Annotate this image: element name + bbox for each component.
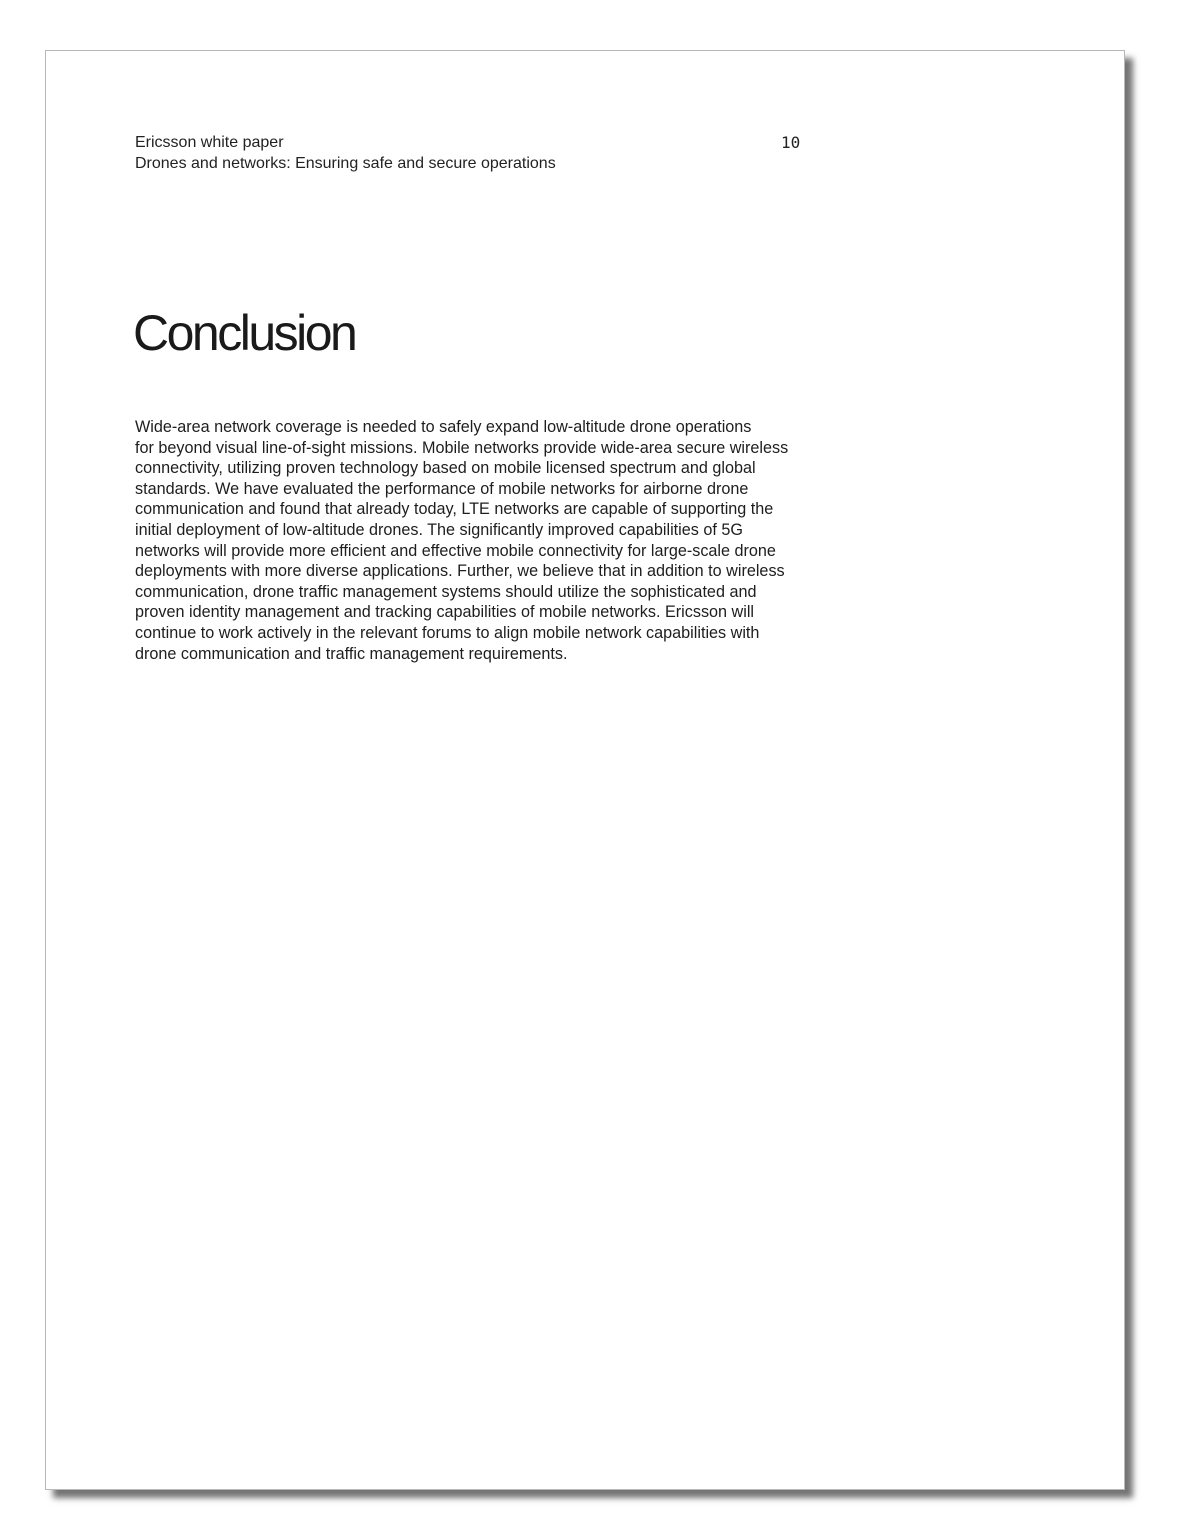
paragraph-line: standards. We have evaluated the performance of mobile networks for airborne drone [135, 479, 749, 498]
header-document-title: Drones and networks: Ensuring safe and secure operations [135, 154, 556, 172]
paragraph-line: deployments with more diverse applications. Further, we believe that in addition to wireless [135, 562, 785, 581]
conclusion-paragraph [135, 417, 855, 664]
paragraph-line: communication and found that already today, LTE networks are capable of supporting the [135, 500, 774, 519]
running-header [135, 133, 556, 174]
section-title: Conclusion [133, 305, 356, 361]
page-number: 10 [781, 133, 801, 152]
paragraph-line: Wide-area network coverage is needed to safely expand low-altitude drone operations [135, 418, 752, 436]
paragraph-line: initial deployment of low-altitude drones. The significantly improved capabilities of 5G [135, 520, 743, 539]
document-page [45, 50, 1125, 1490]
paragraph-line: communication, drone traffic management systems should utilize the sophisticated and [135, 582, 757, 601]
paragraph-line: continue to work actively in the relevant forums to align mobile network capabilities with [135, 623, 760, 642]
paragraph-line: connectivity, utilizing proven technology based on mobile licensed spectrum and global [135, 459, 756, 478]
paragraph-line: for beyond visual line-of-sight missions. Mobile networks provide wide-area secure wireless [135, 438, 789, 457]
paragraph-line: networks will provide more efficient and effective mobile connectivity for large-scale drone [135, 541, 776, 560]
header-publication: Ericsson white paper [135, 134, 284, 151]
paragraph-line: drone communication and traffic management requirements. [135, 644, 568, 663]
paragraph-line: proven identity management and tracking capabilities of mobile networks. Ericsson will [135, 603, 755, 622]
